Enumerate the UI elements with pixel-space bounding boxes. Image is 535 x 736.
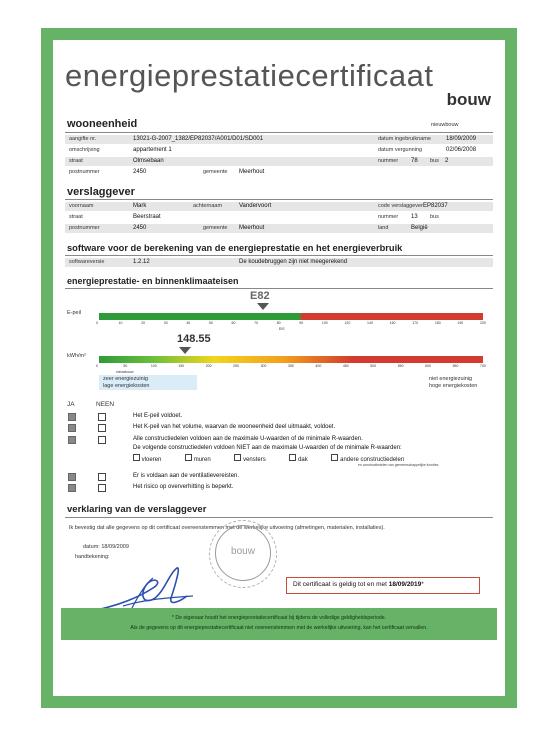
efficient-caption: zeer energiezuinig: [103, 376, 148, 382]
kwh-tick: 100: [150, 364, 157, 368]
kwh-value-label: 148.55: [177, 333, 211, 345]
kwh-tick: 50: [123, 364, 128, 368]
climate-heading: energieprestatie- en binnenklimaateisen: [67, 276, 239, 286]
kwh-tick: 500: [370, 364, 377, 368]
unit-row-3: [65, 157, 493, 166]
field-label: gemeente: [203, 169, 228, 175]
kwh-tick: 700: [480, 364, 486, 368]
epeil-tick: 100: [321, 321, 328, 325]
epeil-tick: 0: [96, 321, 98, 325]
street: Olmsebaan: [133, 158, 164, 164]
option-label: andere constructiedelen: [340, 457, 405, 463]
last-name: Vandervoort: [239, 203, 272, 209]
check-no-epeil: [98, 413, 106, 421]
epeil-bar: [99, 313, 483, 320]
first-name: Mark: [133, 203, 147, 209]
software-version: 1.2.12: [133, 259, 150, 265]
unit-tag: nieuwbouw: [431, 122, 459, 128]
inefficient-caption: niet energiezuinig: [429, 376, 473, 382]
check-yes-uvalues: [68, 436, 76, 444]
epeil-label: E-peil: [67, 310, 82, 316]
option-label: vloeren: [141, 457, 162, 463]
kwh-marker: nieuwbouw: [116, 370, 134, 374]
validity-box: [286, 577, 480, 594]
epeil-tick: 60: [231, 321, 236, 325]
check-text: Het risico op oververhitting is beperkt.: [133, 484, 234, 490]
epeil-tick: 160: [389, 321, 396, 325]
kwh-tick: 650: [452, 364, 459, 368]
check-no-ventilation: [98, 473, 106, 481]
date-line: [83, 544, 129, 550]
kwh-tick: 550: [397, 364, 404, 368]
validity-prefix: Dit certificaat is geldig tot en met: [293, 581, 389, 588]
house-number: 78: [411, 158, 418, 164]
field-label: gemeente: [203, 225, 228, 231]
check-no-uvalues: [98, 436, 106, 444]
footer-line-2: Als de gegevens op dit energieprestatiecertificaat niet overeenstemmen met de werkelijke uitvoering, kan het certificaat vervallen.: [130, 625, 428, 631]
field-label: aangifte nr.: [69, 136, 97, 142]
epeil-tick: 200: [480, 321, 486, 325]
kwh-tick: 300: [260, 364, 267, 368]
field-label: bus: [430, 214, 439, 220]
check-yes-kpeil: [68, 424, 76, 432]
reporter-code: EP82037: [423, 203, 448, 209]
check-yes-epeil: [68, 413, 76, 421]
yes-header: JA: [67, 401, 75, 408]
epeil-tick: 90: [299, 321, 304, 325]
declaration-text: Ik bevestig dat alle gegevens op dit certificaat overeenstemmen met de werkelijke uitvoering (afmetingen, materialen, installaties).: [69, 525, 385, 531]
epeil-tick: 10: [118, 321, 123, 325]
divider: [65, 288, 493, 289]
field-label: postnummer: [69, 169, 100, 175]
validity-text: [293, 581, 424, 588]
epeil-tick: 70: [254, 321, 259, 325]
field-label: omschrijving: [69, 147, 100, 153]
application-number: 13021-G-2007_1382/EP82037/A001/D01/SD001: [133, 136, 264, 142]
field-label: datum ingebruikname: [378, 136, 431, 142]
declaration-heading: verklaring van de verslaggever: [67, 504, 207, 515]
bus-number: 2: [445, 158, 449, 164]
kwh-tick: 400: [315, 364, 322, 368]
footer-band: [61, 608, 497, 640]
failing-elements-options: [133, 454, 404, 463]
option-checkbox: [133, 454, 140, 461]
kwh-tick: 350: [288, 364, 294, 368]
check-text: De volgende constructiedelen voldoen NIET aan de maximale U-waarden of de minimale R-waarden:: [133, 445, 402, 451]
kwh-tick: 600: [425, 364, 431, 368]
field-label: datum vergunning: [378, 147, 423, 153]
check-yes-ventilation: [68, 473, 76, 481]
field-label: postnummer: [69, 225, 100, 231]
date-label: datum:: [83, 544, 100, 550]
epeil-value-label: E82: [250, 290, 270, 302]
divider: [65, 199, 493, 200]
permit-date: 02/06/2008: [446, 147, 477, 153]
epeil-tick: 80: [276, 321, 281, 325]
inefficient-caption: hoge energiekosten: [429, 383, 478, 389]
option-checkbox: [289, 454, 296, 461]
kwh-tick-row: [96, 364, 486, 370]
epeil-tick-row: [96, 321, 486, 327]
reporter-municipality: Meerhout: [239, 225, 265, 231]
reporter-row-3: [65, 224, 493, 233]
commissioning-date: 18/09/2009: [446, 136, 477, 142]
field-label: code verslaggever: [378, 203, 423, 209]
description: appartement 1: [133, 147, 172, 153]
kwh-tick: 200: [205, 364, 212, 368]
field-label: land: [378, 225, 389, 231]
epeil-tick: 20: [141, 321, 146, 325]
kwh-bar: [99, 356, 483, 363]
stamp-ring: [209, 520, 277, 588]
divider: [65, 132, 493, 133]
stamp-center-text: bouw: [231, 546, 255, 557]
option-label: dak: [298, 457, 308, 463]
option-checkbox: [331, 454, 338, 461]
footer-line-1: * De eigenaar houdt het energieprestatiecertificaat bij tijdens de volledige geldigheidsperiode.: [171, 615, 387, 621]
epeil-tick: 180: [434, 321, 441, 325]
check-no-kpeil: [98, 424, 106, 432]
no-header: NEEN: [96, 401, 115, 408]
software-heading: software voor de berekening van de energieprestatie en het energieverbruik: [67, 243, 403, 253]
municipality: Meerhout: [239, 169, 265, 175]
check-yes-overheating: [68, 484, 76, 492]
field-label: straat: [69, 214, 83, 220]
field-label: nummer: [378, 214, 399, 220]
epeil-tick: 140: [367, 321, 373, 325]
check-text: Er is voldaan aan de ventilatievereisten.: [133, 473, 240, 479]
field-label: achternaam: [193, 203, 223, 209]
check-text: Alle constructiedelen voldoen aan de maximale U-waarden of de minimale R-waarden.: [133, 436, 363, 442]
kwh-tick: 450: [342, 364, 349, 368]
reporter-number: 13: [411, 214, 418, 220]
epeil-tick: 190: [457, 321, 464, 325]
option-checkbox: [185, 454, 192, 461]
epeil-tick: 40: [186, 321, 191, 325]
validity-date: 18/09/2019: [388, 581, 422, 588]
reporter-country: België: [411, 225, 428, 231]
field-label: straat: [69, 158, 83, 164]
certificate-subtitle: bouw: [446, 90, 491, 109]
software-note: De koudebruggen zijn niet meegerekend: [239, 259, 348, 265]
check-text: Het E-peil voldoet.: [133, 413, 183, 419]
divider: [65, 517, 493, 518]
unit-heading: wooneenheid: [67, 118, 138, 130]
certificate-title: energieprestatiecertificaat: [65, 58, 434, 93]
field-label: bus: [430, 158, 439, 164]
epeil-tick: 170: [412, 321, 419, 325]
epeil-pointer-icon: [257, 303, 269, 311]
certificate-frame: [41, 28, 517, 708]
reporter-heading: verslaggever: [67, 186, 135, 198]
epeil-requirement-label: EIS: [279, 327, 285, 331]
kwh-pointer-icon: [179, 347, 191, 355]
reporter-postal-code: 2450: [133, 225, 147, 231]
options-note: en constructiedelen van gemeenschappelijke functies: [358, 463, 439, 467]
check-no-overheating: [98, 484, 106, 492]
field-label: voornaam: [69, 203, 94, 209]
option-checkbox: [234, 454, 241, 461]
field-label: softwareversie: [69, 259, 105, 265]
postal-code: 2450: [133, 169, 147, 175]
declaration-date: 18/09/2009: [101, 544, 129, 550]
kwh-label: kWh/m²: [67, 353, 86, 359]
kwh-tick: 150: [178, 364, 185, 368]
check-text: Het K-peil van het volume, waarvan de wooneenheid deel uitmaakt, voldoet.: [133, 424, 336, 430]
kwh-tick: 250: [233, 364, 239, 368]
efficient-caption: lage energiekosten: [103, 383, 150, 389]
epeil-tick: 30: [163, 321, 168, 325]
reporter-street: Beerstraat: [133, 214, 161, 220]
divider: [65, 255, 493, 256]
kwh-tick: 0: [96, 364, 98, 368]
signature-label: handtekening:: [75, 554, 110, 560]
validity-asterisk: *: [421, 581, 424, 588]
option-label: vensters: [243, 457, 266, 463]
field-label: nummer: [378, 158, 399, 164]
epeil-tick: 50: [208, 321, 213, 325]
option-label: muren: [193, 457, 211, 463]
epeil-tick: 120: [344, 321, 351, 325]
